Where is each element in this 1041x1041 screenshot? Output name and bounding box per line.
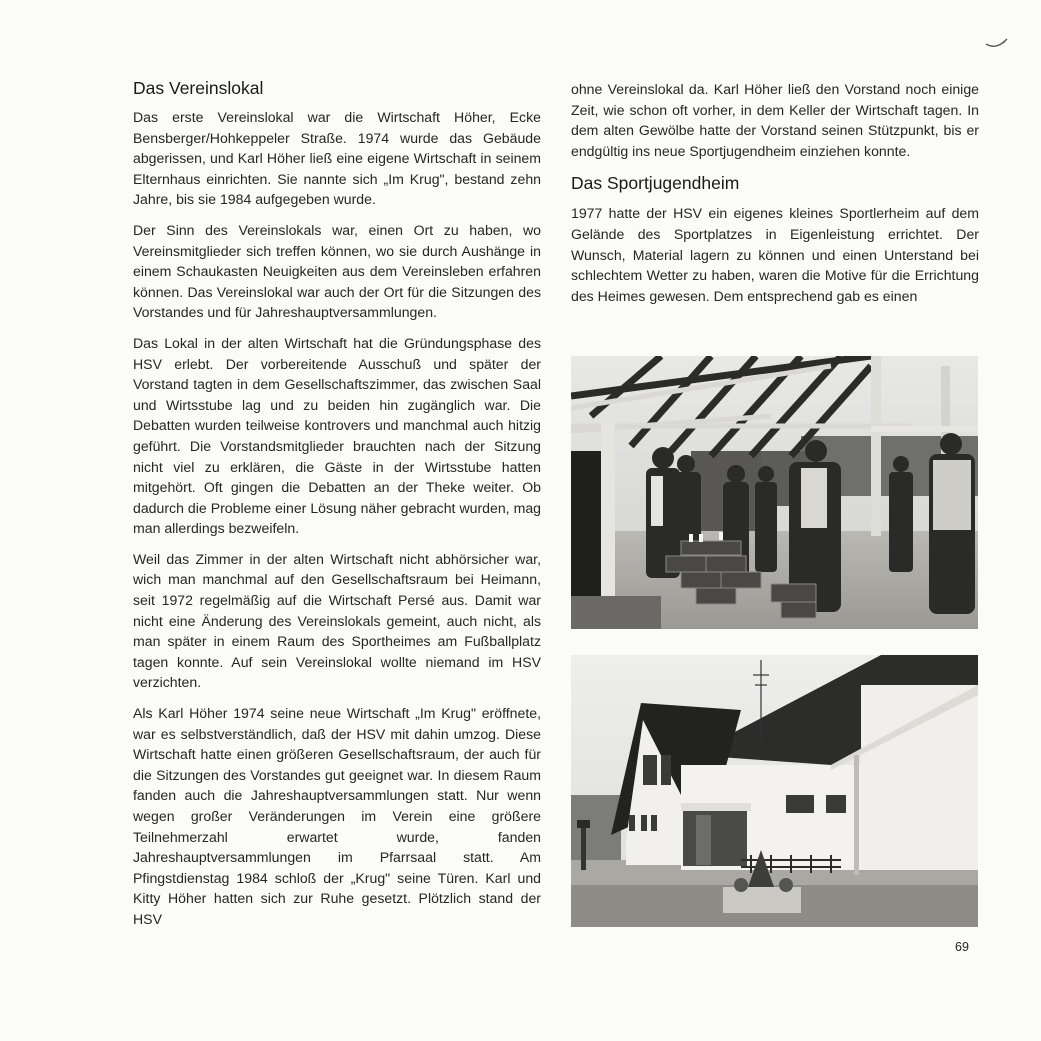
construction-photo (571, 356, 978, 629)
section-heading-vereinslokal: Das Vereinslokal (133, 78, 264, 98)
left-column (133, 76, 541, 940)
paragraph: Weil das Zimmer in der alten Wirtschaft nicht abhörsicher war, wich man manchmal auf den Gesellschaftsraum bei Heimann, seit 1972 regelmäßig auf die Wirtschaft Persé aus. Damit war nicht eine Änderung des Vereinslokals gemeint, auch nicht, als man später in einem Raum des Sportheimes am Fußballplatz tagen konnte. Auf sein Vereinslokal wollte niemand im HSV verzichten. (133, 550, 541, 691)
right-column (571, 79, 979, 316)
paragraph: Das Lokal in der alten Wirtschaft hat die Gründungsphase des HSV erlebt. Der vorbereitende Ausschuß und später der Vorstand tagten in dem Gesellschaftszimmer, das zwischen Saal und Wirtsstube lag und zu beiden hin zugänglich war. Die Debatten wurden teilweise kontrovers und manchmal auch hitzig geführt. Die Vorstandsmitglieder brauchten nach der Sitzung nicht viel zu erklären, die Gäste in der Wirtsstube hatten mitgehört. Oft gingen die Debatten an der Theke weiter. Ob dadurch die Probleme einer Lösung näher gebracht wurden, mag man allerdings bezweifeln. (133, 334, 541, 537)
paragraph: 1977 hatte der HSV ein eigenes kleines Sportlerheim auf dem Gelände des Sportplatzes in Eigenleistung errichtet. Der Wunsch, Material lagern zu können und einen Unterstand bei schlechtem Wetter zu haben, waren die Motive für die Errichtung des Heimes gewesen. Dem entsprechend gab es einen (571, 205, 979, 304)
paragraph: Als Karl Höher 1974 seine neue Wirtschaft „Im Krug" eröffnete, war es selbstverständlich, daß der HSV mit dahin umzog. Diese Wirtschaft hatte einen größeren Gesellschaftsraum, der auch für die Sitzungen des Vorstandes gut geeignet war. In diesem Raum fanden auch die Jahreshauptversammlungen statt. Nur wenn wegen großer Veränderungen im Verein eine größere Teilnehmerzahl erwartet wurde, fanden Jahreshauptversammlungen im Pfarrsaal statt. Am Pfingstdienstag 1984 schloß der „Krug" seine Türen. Karl und Kitty Höher hatten sich zur Ruhe gesetzt. Plötzlich stand der HSV (133, 705, 541, 927)
paragraph: Der Sinn des Vereinslokals war, einen Ort zu haben, wo Vereinsmitglieder sich treffen können, wo sie durch Aushänge in einem Schaukasten Neuigkeiten aus dem Vereinsleben erfahren können. Das Vereinslokal war auch der Ort für die Sitzungen des Vorstandes und für Jahreshauptversammlungen. (133, 221, 541, 321)
page-number: 69 (955, 940, 969, 954)
building-photo (571, 655, 978, 927)
scan-mark-icon (985, 36, 1009, 50)
paragraph: Das erste Vereinslokal war die Wirtschaft Höher, Ecke Bensberger/Hohkeppeler Straße. 1974 wurde das Gebäude abgerissen, und Karl Höher ließ eine eigene Wirtschaft in seinem Elternhaus einrichten. Sie nannte sich „Im Krug", bestand zehn Jahre, bis sie 1984 aufgegeben wurde. (133, 109, 541, 208)
continuation-paragraph: ohne Vereinslokal da. Karl Höher ließ den Vorstand noch einige Zeit, wie schon oft vorher, in dem Keller der Wirtschaft tagen. In dem alten Gewölbe hatte der Vorstand seinen Stützpunkt, bis er endgültig ins neue Sportjugendheim einziehen konnte. (571, 81, 979, 159)
sportjugendheim-building-photo-icon (571, 655, 978, 927)
construction-topping-out-photo-icon (571, 356, 978, 629)
section-heading-sportjugendheim: Das Sportjugendheim (571, 173, 740, 194)
